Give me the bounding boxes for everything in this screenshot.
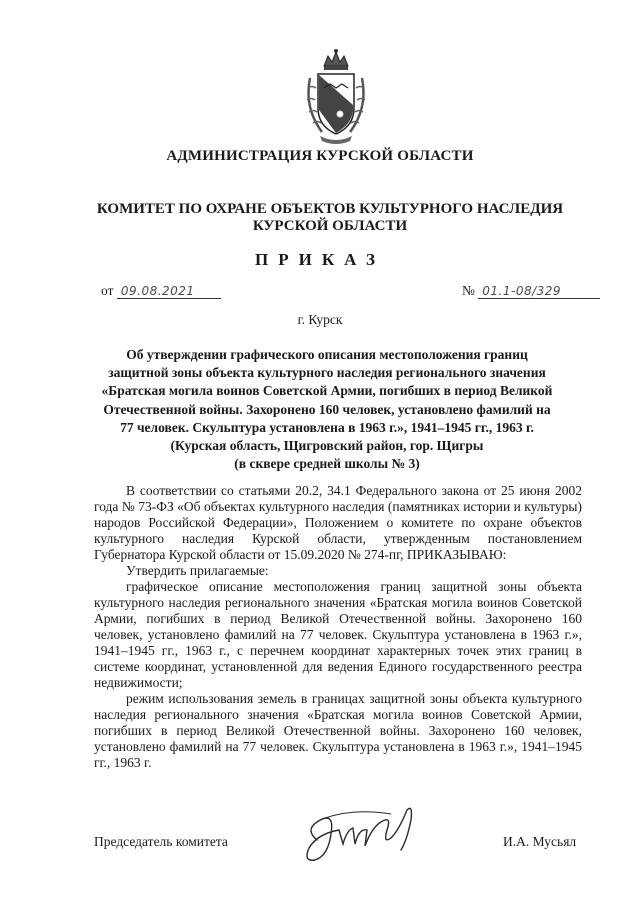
order-date xyxy=(101,283,221,299)
signer-position: Председатель комитета xyxy=(94,834,228,849)
order-subject-title xyxy=(78,346,576,473)
order-number xyxy=(462,283,600,299)
committee-heading-line-1: КОМИТЕТ ПО ОХРАНЕ ОБЪЕКТОВ КУЛЬТУРНОГО НАСЛЕДИЯ xyxy=(96,201,564,217)
body-paragraph-legal-basis: В соответствии со статьями 20.2, 34.1 Федерального закона от 25 июня 2002 года № 73-ФЗ «Об объектах культурного наследия (памятниках истории и культуры) народов Российской Федерации», Положением о комитете по охране объектов культурного наследия Курской области, утвержденным постановлением Губернатора Курской области от 15.09.2020 № 274-пг, ПРИКАЗЫВАЮ: xyxy=(94,483,582,562)
title-line: (Курская область, Щигровский район, гор. Щигры xyxy=(170,438,484,454)
title-line: защитной зоны объекта культурного наследия регионального значения xyxy=(108,365,546,381)
title-line: (в сквере средней школы № 3) xyxy=(234,456,420,472)
title-line: Отечественной войны. Захоронено 160 человек, установлено фамилий на xyxy=(103,401,551,417)
order-body xyxy=(94,483,582,771)
body-paragraph-land-use-regime: режим использования земель в границах защитной зоны объекта культурного наследия регионального значения «Братская могила воинов Советской Армии, погибших в период Великой Отечественной войны. Захоронено 160 человек, установлено фамилий на 77 человек. Скульптура установлена в 1963 г.», 1941–1945 гг., 1963 г. xyxy=(94,691,582,770)
signer-name: И.А. Мусьял xyxy=(503,834,577,849)
date-handwritten: 09.08.2021 xyxy=(117,284,221,299)
coat-of-arms-emblem xyxy=(302,48,370,148)
date-prefix: от xyxy=(101,283,114,298)
handwritten-signature xyxy=(295,800,435,870)
body-paragraph-graphic-description: графическое описание местоположения границ защитной зоны объекта культурного наследия регионального значения «Братская могила воинов Советской Армии, погибших в период Великой Отечественной войны. Захоронено 160 человек, установлено фамилий на 77 человек. Скульптура установлена в 1963 г.», 1941–1945 гг., 1963 г., с перечнем координат характерных точек этих границ в системе координат, установленной для ведения Единого государственного реестра недвижимости; xyxy=(94,579,582,690)
committee-heading-line-2: КУРСКОЙ ОБЛАСТИ xyxy=(252,218,408,234)
administration-heading: АДМИНИСТРАЦИЯ КУРСКОЙ ОБЛАСТИ xyxy=(166,148,474,164)
number-prefix: № xyxy=(462,283,475,298)
title-line: Об утверждении графического описания местоположения границ xyxy=(126,347,528,362)
committee-heading xyxy=(60,201,600,235)
body-paragraph-approve: Утвердить прилагаемые: xyxy=(126,563,269,578)
order-title: ПРИКАЗ xyxy=(255,250,385,269)
number-handwritten: 01.1-08/329 xyxy=(478,284,600,299)
city-line: г. Курск xyxy=(297,312,343,327)
title-line: 77 человек. Скульптура установлена в 1963 г.», 1941–1945 гг., 1963 г. xyxy=(120,419,534,435)
title-line: «Братская могила воинов Советской Армии, погибших в период Великой xyxy=(101,383,553,399)
